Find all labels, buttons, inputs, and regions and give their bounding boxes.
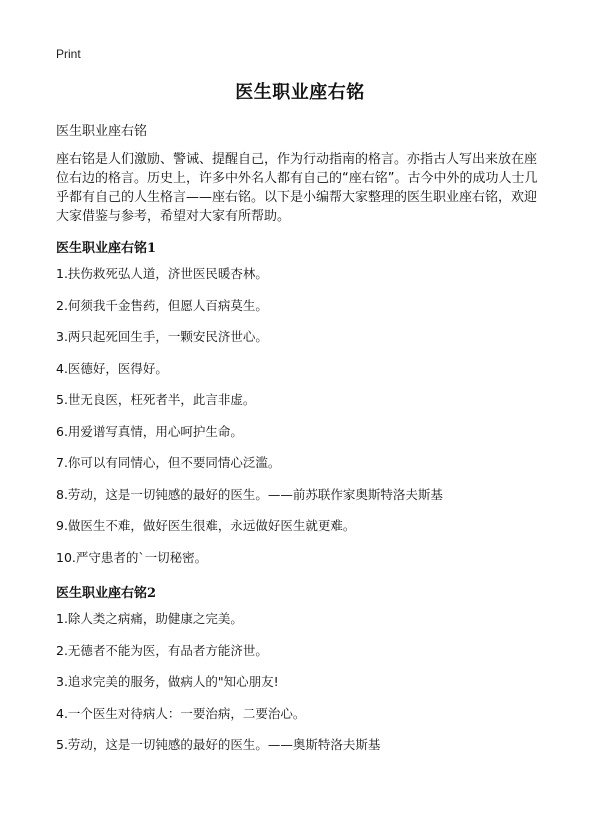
list-item: 5.劳动，这是一切钝感的最好的医生。——奥斯特洛夫斯基: [56, 737, 381, 752]
motto-list-2: [56, 610, 380, 768]
list-item: 8.劳动，这是一切钝感的最好的医生。——前苏联作家奥斯特洛夫斯基: [56, 486, 443, 502]
list-item: 2.何须我千金售药，但愿人百病莫生。: [56, 297, 268, 313]
list-item: 9.做医生不难，做好医生很难，永远做好医生就更难。: [56, 518, 356, 533]
list-item: 1.扶伤救死弘人道，济世医民暖杏林。: [56, 266, 268, 281]
list-item: 3.追求完美的服务，做病人的"知心朋友!: [56, 674, 279, 689]
section-heading-2: 医生职业座右铭2: [56, 586, 157, 601]
list-item: 2.无德者不能为医，有品者方能济世。: [56, 642, 268, 658]
list-item: 4.一个医生对待病人：一要治病，二要治心。: [56, 705, 306, 721]
intro-paragraph: 座右铭是人们激励、警诫、提醒自己，作为行动指南的格言。亦指古人写出来放在座位右边的格言。历史上，许多中外名人都有自己的“座右铭”。古今中外的成功人士几乎都有自己的人生格言——座右铭。以下是小编帮大家整理的医生职业座右铭，欢迎大家借鉴与参考，希望对大家有所帮助。: [56, 152, 538, 224]
article-subtitle: 医生职业座右铭: [56, 124, 148, 139]
list-item: 6.用爱谱写真情，用心呵护生命。: [56, 423, 243, 439]
page-title: 医生职业座右铭: [235, 82, 365, 103]
section-heading-1: 医生职业座右铭1: [56, 241, 157, 256]
list-item: 3.两只起死回生手，一颗安民济世心。: [56, 329, 268, 344]
list-item: 4.医德好，医得好。: [56, 360, 168, 376]
list-item: 7.你可以有同情心，但不要同情心泛滥。: [56, 455, 281, 470]
motto-list-1: [56, 265, 443, 580]
print-link[interactable]: Print: [56, 47, 81, 61]
list-item: 10.严守患者的`一切秘密。: [56, 549, 208, 565]
list-item: 5.世无良医，枉死者半，此言非虚。: [56, 392, 256, 407]
list-item: 1.除人类之病痛，助健康之完美。: [56, 611, 243, 626]
